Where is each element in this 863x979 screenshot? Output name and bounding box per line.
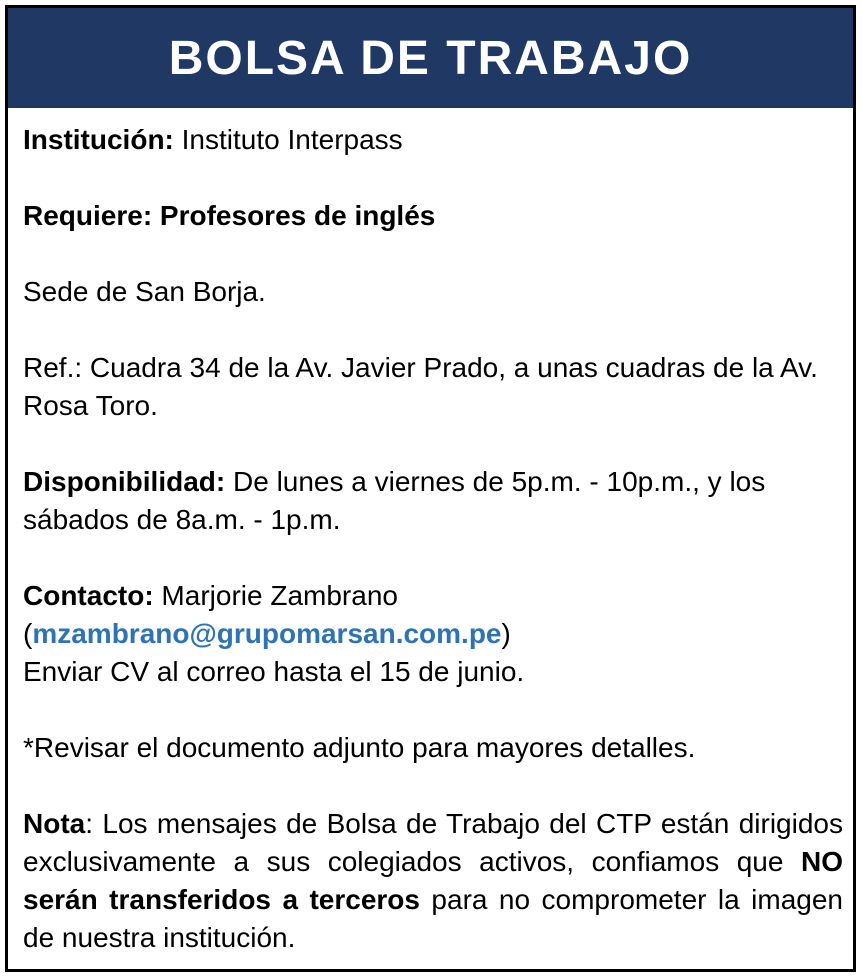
contact-name: Marjorie Zambrano	[153, 580, 398, 611]
contact-block	[23, 577, 843, 691]
contact-email-line	[23, 615, 843, 653]
disclaimer-note	[23, 805, 843, 957]
note-text-before: : Los mensajes de Bolsa de Trabajo del CTP están dirigidos exclusivamente a sus colegiados activos, confiamos que	[23, 808, 843, 877]
institution-label: Institución:	[23, 124, 174, 155]
reference-line: Ref.: Cuadra 34 de la Av. Javier Prado, a unas cuadras de la Av. Rosa Toro.	[23, 352, 818, 421]
requirement-line: Requiere: Profesores de inglés	[23, 200, 436, 231]
page-title: BOLSA DE TRABAJO	[168, 31, 693, 85]
job-posting-card	[5, 5, 856, 972]
contact-line	[23, 577, 843, 615]
email-open-paren: (	[23, 618, 33, 649]
contact-email-link[interactable]: mzambrano@grupomarsan.com.pe	[32, 618, 502, 649]
contact-instruction: Enviar CV al correo hasta el 15 de junio.	[23, 656, 525, 687]
availability-line	[23, 463, 843, 539]
posting-body	[23, 121, 843, 957]
contact-label: Contacto:	[23, 580, 154, 611]
institution-value: Instituto Interpass	[173, 124, 403, 155]
note-label: Nota	[23, 808, 86, 839]
availability-label: Disponibilidad:	[23, 466, 226, 497]
header-banner	[8, 8, 853, 108]
attachment-note: *Revisar el documento adjunto para mayores detalles.	[23, 732, 696, 763]
institution-line	[23, 121, 843, 159]
note-emphasis: NO serán transferidos a terceros	[23, 846, 843, 915]
note-text-after: para no comprometer la imagen de nuestra institución.	[23, 884, 843, 953]
email-close-paren: )	[501, 618, 511, 649]
location-line: Sede de San Borja.	[23, 276, 266, 307]
availability-value: De lunes a viernes de 5p.m. - 10p.m., y los sábados de 8a.m. - 1p.m.	[23, 466, 766, 535]
